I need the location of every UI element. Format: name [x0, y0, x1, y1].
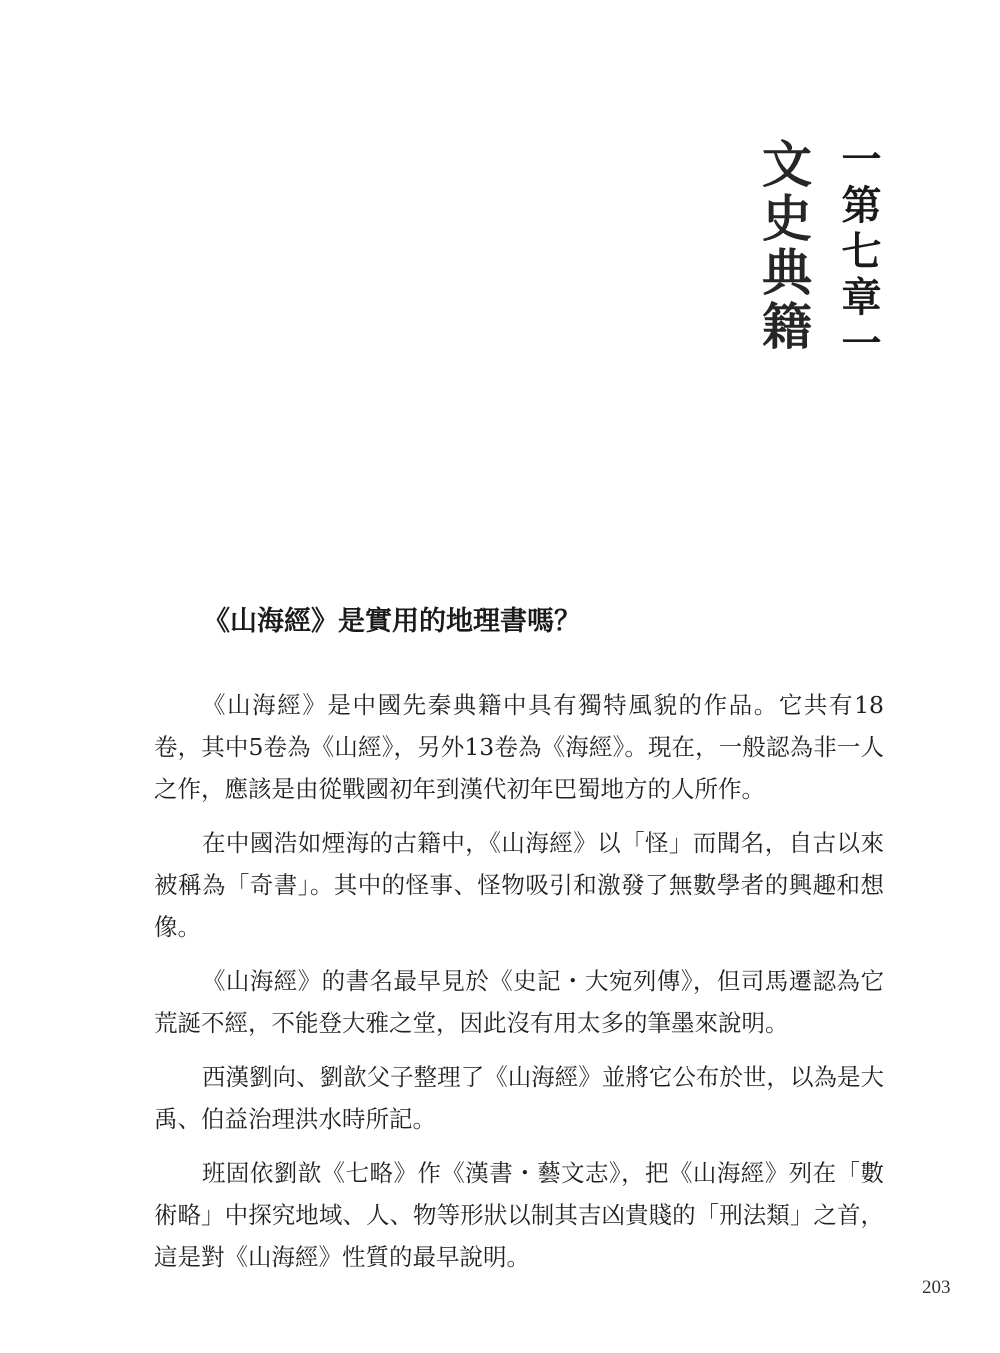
section-heading: 《山海經》是實用的地理書嗎？: [203, 606, 581, 637]
page-number: 203: [922, 1277, 951, 1298]
paragraph: 班固依劉歆《七略》作《漢書・藝文志》，把《山海經》列在「數術略」中探究地域、人、物等形狀以制其吉凶貴賤的「刑法類」之首，這是對《山海經》性質的最早說明。: [154, 1159, 884, 1271]
paragraph: 在中國浩如煙海的古籍中，《山海經》以「怪」而聞名，自古以來被稱為「奇書」。其中的怪事、怪物吸引和激發了無數學者的興趣和想像。: [154, 829, 884, 941]
paragraph: 《山海經》的書名最早見於《史記・大宛列傳》，但司馬遷認為它荒誕不經，不能登大雅之堂，因此沒有用太多的筆墨來說明。: [154, 967, 884, 1037]
paragraph: 《山海經》是中國先秦典籍中具有獨特風貌的作品。它共有18卷，其中5卷為《山經》，另外13卷為《海經》。現在，一般認為非一人之作，應該是由從戰國初年到漢代初年巴蜀地方的人所作。: [154, 691, 884, 803]
body-text: [154, 684, 884, 1290]
chapter-header: [748, 138, 898, 378]
chapter-title: 文史典籍: [754, 138, 813, 354]
paragraph: 西漢劉向、劉歆父子整理了《山海經》並將它公布於世，以為是大禹、伯益治理洪水時所記。: [154, 1063, 884, 1133]
chapter-number-label: 一第七章一: [835, 138, 881, 368]
